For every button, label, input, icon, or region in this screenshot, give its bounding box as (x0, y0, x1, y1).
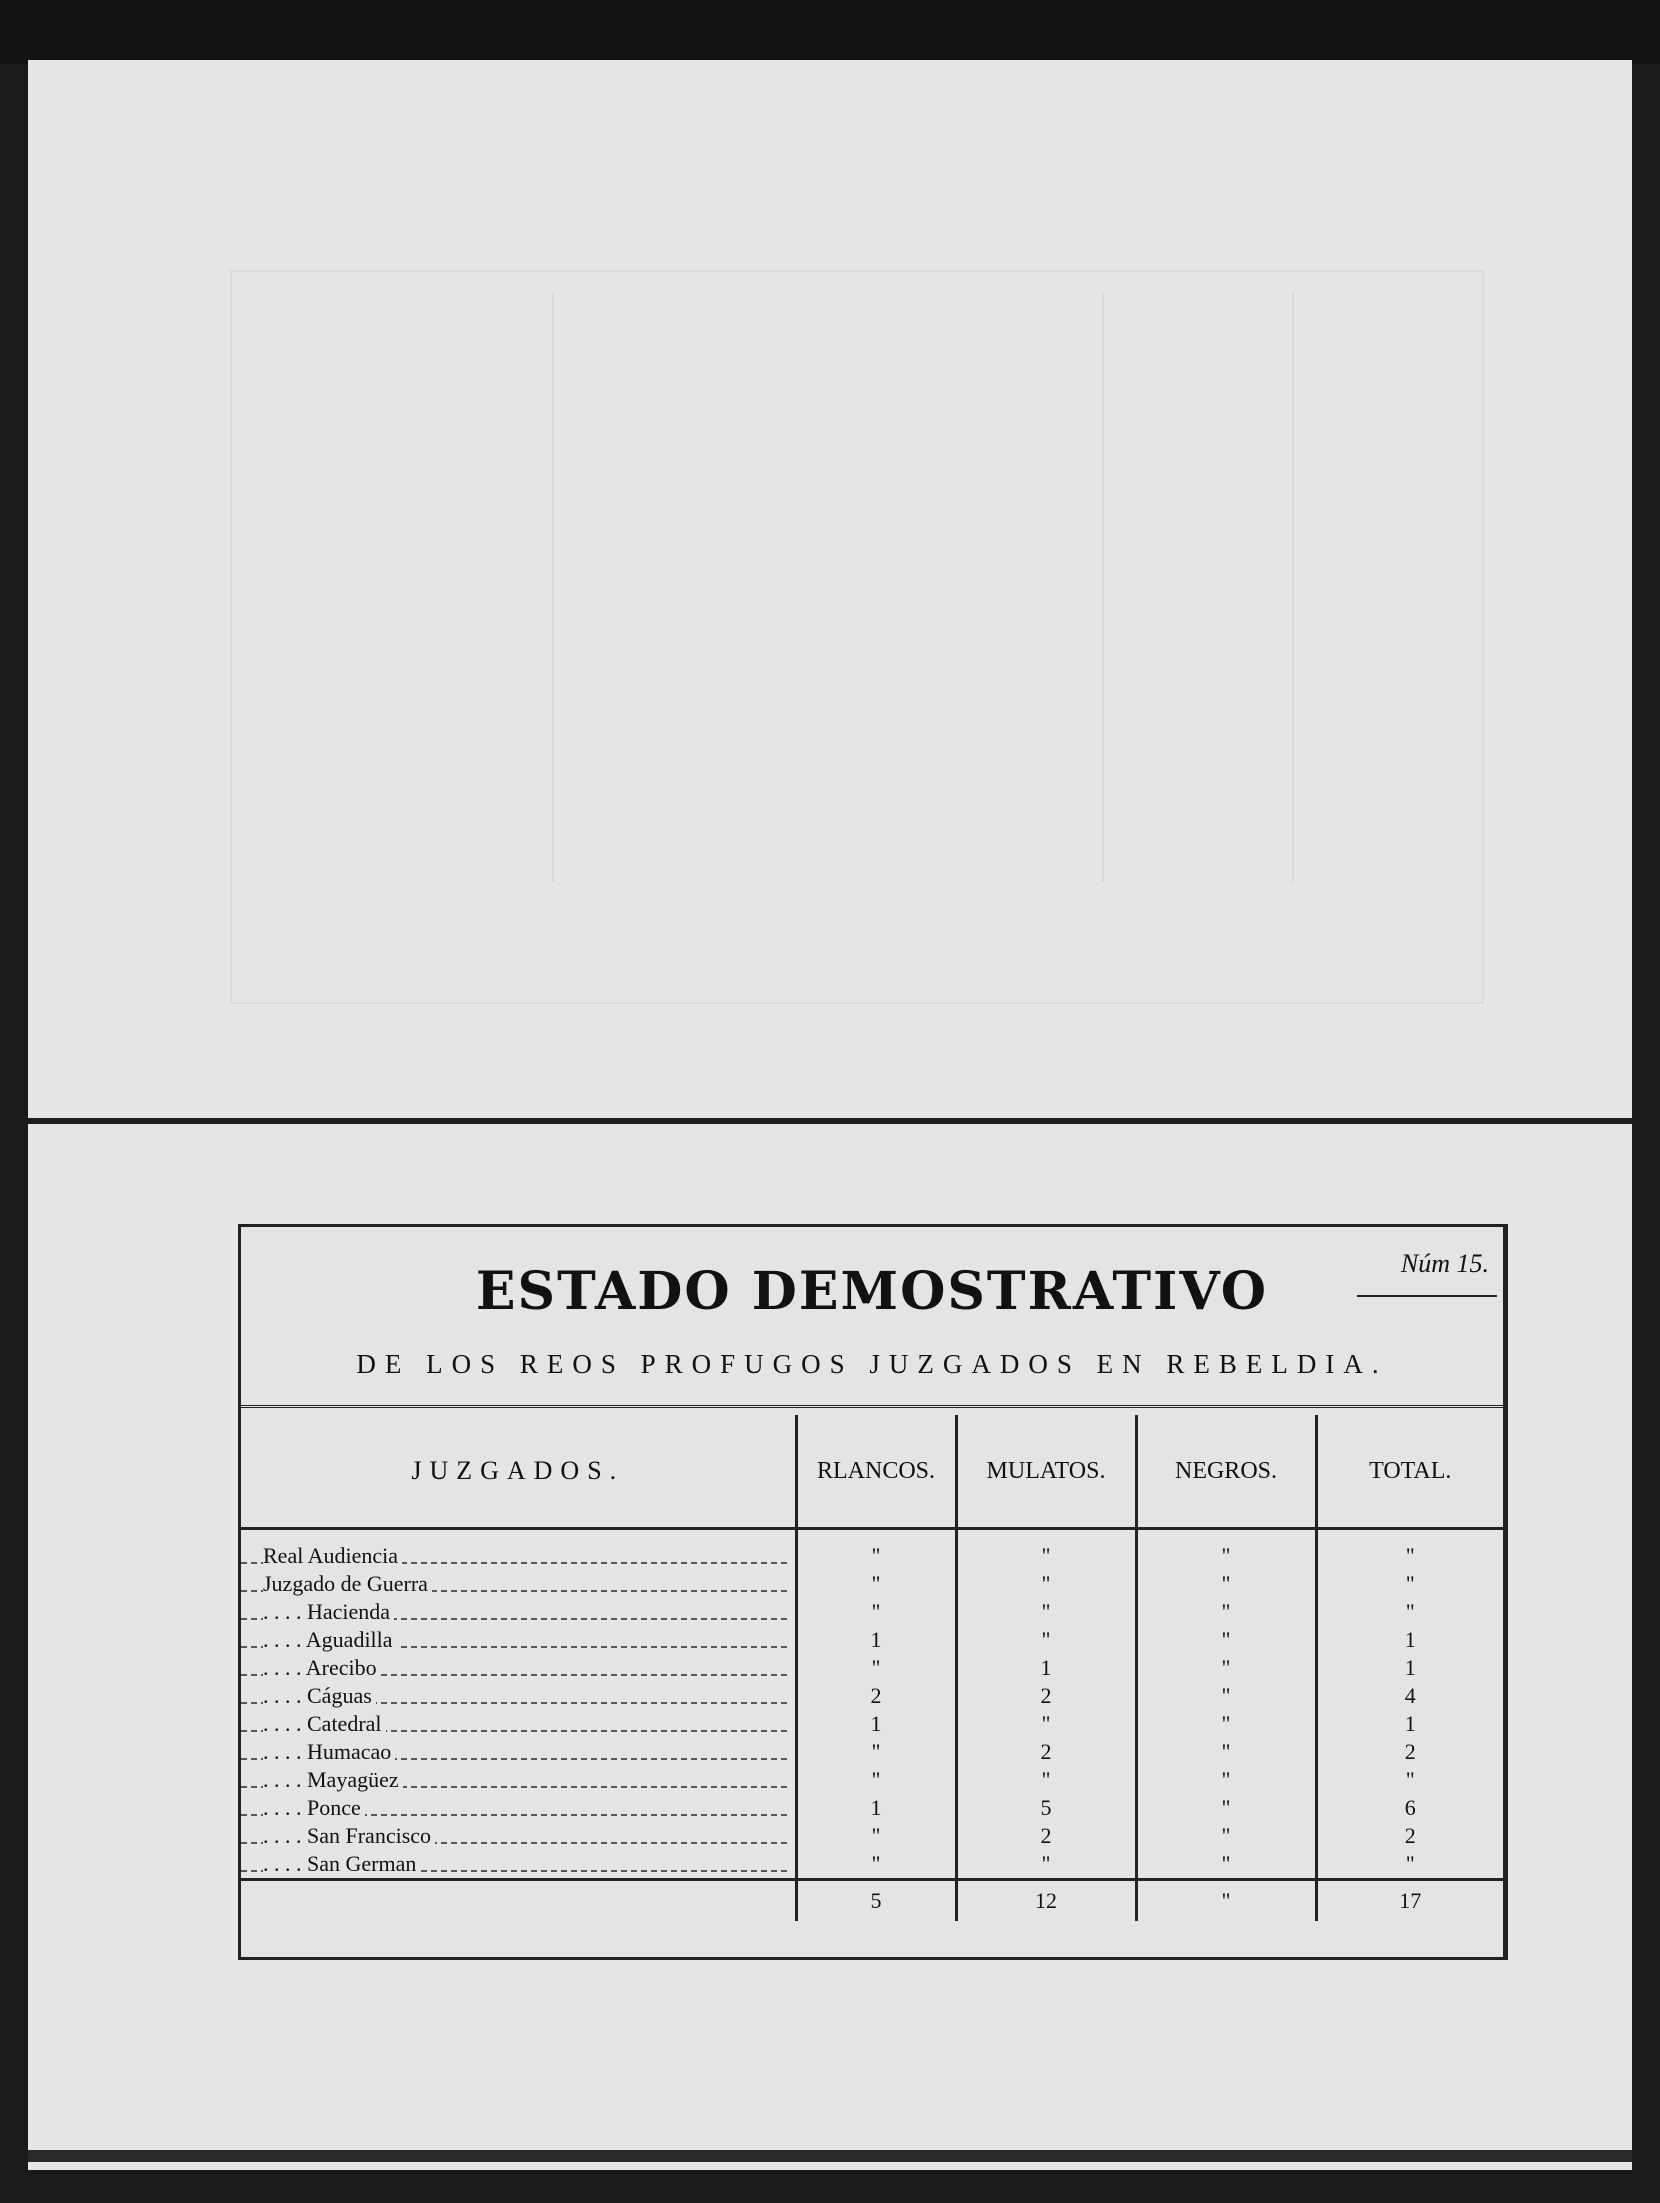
cell-mulatos: " (956, 1529, 1136, 1571)
bleed-through-line (1102, 292, 1104, 882)
cell-negros: " (1136, 1738, 1316, 1766)
cell-blancos: 2 (796, 1682, 956, 1710)
bleed-through-table (230, 270, 1484, 1004)
cell-blancos: 1 (796, 1626, 956, 1654)
page-bottom-edge (28, 2150, 1632, 2162)
table-row (241, 1738, 1503, 1766)
juzgado-name (241, 1738, 796, 1766)
cell-total: 2 (1316, 1822, 1503, 1850)
cell-blancos: " (796, 1529, 956, 1571)
cell-total: 2 (1316, 1738, 1503, 1766)
juzgado-name (241, 1529, 796, 1571)
cell-total: " (1316, 1598, 1503, 1626)
table-header-row (241, 1415, 1503, 1529)
cell-mulatos: " (956, 1570, 1136, 1598)
juzgado-label: . . . . San Francisco (263, 1823, 435, 1848)
cell-blancos: " (796, 1850, 956, 1880)
cell-negros: " (1136, 1822, 1316, 1850)
document-subtitle: DE LOS REOS PROFUGOS JUZGADOS EN REBELDIA. (356, 1349, 1388, 1379)
table-row (241, 1850, 1503, 1880)
cell-negros: " (1136, 1794, 1316, 1822)
table-row (241, 1598, 1503, 1626)
cell-negros: " (1136, 1529, 1316, 1571)
total-mulatos: 12 (956, 1880, 1136, 1922)
estado-demostrativo-document (238, 1224, 1508, 1960)
cell-negros: " (1136, 1710, 1316, 1738)
cell-total: 1 (1316, 1710, 1503, 1738)
cell-mulatos: " (956, 1710, 1136, 1738)
juzgado-label: . . . . Aguadilla (263, 1627, 397, 1652)
table-row (241, 1626, 1503, 1654)
juzgado-label: . . . . Cáguas (263, 1683, 376, 1708)
total-total: 17 (1316, 1880, 1503, 1922)
table-row (241, 1529, 1503, 1571)
header-rule (241, 1405, 1503, 1412)
juzgado-name (241, 1794, 796, 1822)
cell-mulatos: 2 (956, 1738, 1136, 1766)
document-title: ESTADO DEMOSTRATIVO (475, 1261, 1269, 1322)
cell-mulatos: " (956, 1598, 1136, 1626)
bleed-through-line (1292, 292, 1294, 882)
cell-negros: " (1136, 1626, 1316, 1654)
cell-total: " (1316, 1529, 1503, 1571)
juzgado-label: . . . . Mayagüez (263, 1767, 403, 1792)
cell-total: 1 (1316, 1654, 1503, 1682)
header-negros: NEGROS. (1136, 1415, 1316, 1529)
cell-negros: " (1136, 1598, 1316, 1626)
juzgado-label: . . . . San German (263, 1851, 420, 1876)
cell-total: " (1316, 1850, 1503, 1880)
cell-blancos: " (796, 1654, 956, 1682)
cell-blancos: " (796, 1822, 956, 1850)
cell-mulatos: " (956, 1850, 1136, 1880)
cell-total: " (1316, 1570, 1503, 1598)
cell-negros: " (1136, 1766, 1316, 1794)
cell-total: 6 (1316, 1794, 1503, 1822)
cell-negros: " (1136, 1570, 1316, 1598)
juzgado-label: . . . . Catedral (263, 1711, 386, 1736)
juzgado-label: . . . . Hacienda (263, 1599, 394, 1624)
juzgado-label: . . . . Humacao (263, 1739, 395, 1764)
cell-negros: " (1136, 1682, 1316, 1710)
cell-blancos: 1 (796, 1710, 956, 1738)
cell-mulatos: 5 (956, 1794, 1136, 1822)
cell-blancos: " (796, 1598, 956, 1626)
juzgado-label: . . . . Arecibo (263, 1655, 381, 1680)
juzgados-table (241, 1415, 1503, 1921)
document-number: Núm 15. (1400, 1249, 1489, 1278)
juzgado-name (241, 1850, 796, 1880)
juzgado-label: Juzgado de Guerra (263, 1571, 432, 1596)
juzgado-name (241, 1766, 796, 1794)
table-row (241, 1794, 1503, 1822)
cell-blancos: " (796, 1766, 956, 1794)
cell-blancos: " (796, 1738, 956, 1766)
table-row (241, 1654, 1503, 1682)
juzgado-name (241, 1822, 796, 1850)
cell-total: 1 (1316, 1626, 1503, 1654)
table-row (241, 1682, 1503, 1710)
cell-mulatos: " (956, 1626, 1136, 1654)
cell-mulatos: 1 (956, 1654, 1136, 1682)
juzgado-label: . . . . Ponce (263, 1795, 365, 1820)
page-fold-line (28, 1118, 1632, 1124)
juzgado-name (241, 1626, 796, 1654)
cell-mulatos: " (956, 1766, 1136, 1794)
table-row (241, 1710, 1503, 1738)
cell-total: 4 (1316, 1682, 1503, 1710)
cell-mulatos: 2 (956, 1682, 1136, 1710)
cell-total: " (1316, 1766, 1503, 1794)
juzgado-name (241, 1654, 796, 1682)
juzgado-name (241, 1570, 796, 1598)
header-juzgados: JUZGADOS. (241, 1415, 796, 1529)
header-blancos: RLANCOS. (796, 1415, 956, 1529)
cell-mulatos: 2 (956, 1822, 1136, 1850)
table-row (241, 1766, 1503, 1794)
totals-blank (241, 1880, 796, 1922)
header-total: TOTAL. (1316, 1415, 1503, 1529)
juzgado-name (241, 1710, 796, 1738)
totals-row (241, 1880, 1503, 1922)
cell-negros: " (1136, 1850, 1316, 1880)
juzgado-name (241, 1682, 796, 1710)
juzgado-name (241, 1598, 796, 1626)
cell-blancos: 1 (796, 1794, 956, 1822)
page-top-edge (0, 0, 1660, 64)
bleed-through-line (552, 292, 554, 882)
total-blancos: 5 (796, 1880, 956, 1922)
total-negros: " (1136, 1880, 1316, 1922)
table-row (241, 1570, 1503, 1598)
cell-negros: " (1136, 1654, 1316, 1682)
juzgado-label: Real Audiencia (263, 1543, 402, 1568)
header-mulatos: MULATOS. (956, 1415, 1136, 1529)
cell-blancos: " (796, 1570, 956, 1598)
table-row (241, 1822, 1503, 1850)
